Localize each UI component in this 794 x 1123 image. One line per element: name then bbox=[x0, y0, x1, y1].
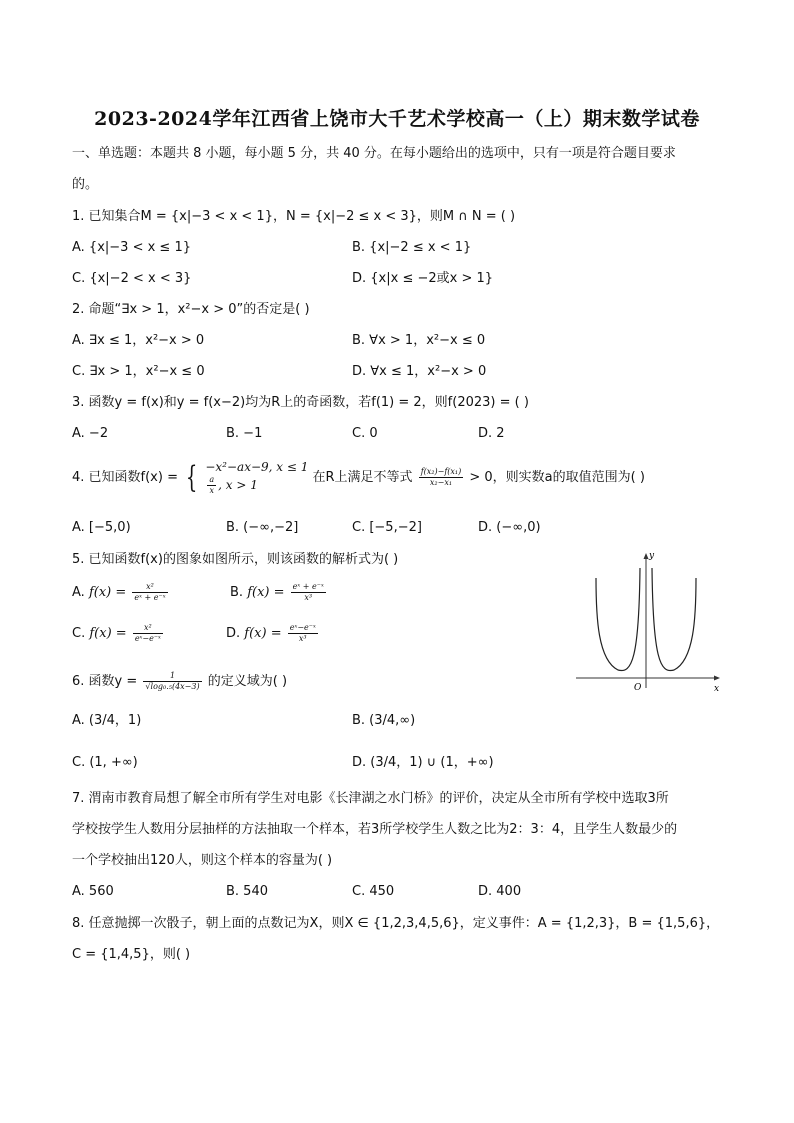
q1-option-d[interactable]: D. {x|x ≤ −2或x > 1} bbox=[352, 271, 494, 286]
q5-option-d[interactable] bbox=[226, 623, 320, 644]
question-2-stem: 2. 命题“∃x > 1，x²−x > 0”的否定是( ) bbox=[72, 302, 310, 317]
q5-d-lhs: f(x) = bbox=[244, 626, 282, 641]
case2-fraction bbox=[207, 475, 216, 496]
q5-option-a[interactable] bbox=[72, 582, 170, 603]
q3-option-d[interactable]: D. 2 bbox=[478, 426, 505, 441]
q7-option-b[interactable]: B. 540 bbox=[226, 884, 268, 899]
q3-option-b[interactable]: B. −1 bbox=[226, 426, 263, 441]
q4-ineq-fraction bbox=[419, 467, 464, 488]
right-curve bbox=[652, 568, 696, 671]
q5-a-num: x² bbox=[132, 582, 167, 593]
q5-d-fraction bbox=[288, 623, 318, 644]
q4-middle: 在R上满足不等式 bbox=[312, 470, 413, 485]
case2-rest: , x > 1 bbox=[218, 477, 258, 492]
q5-option-c[interactable] bbox=[72, 623, 165, 644]
left-curve bbox=[596, 568, 640, 671]
y-axis-arrow bbox=[644, 553, 649, 559]
q4-ineq-num: f(x₂)−f(x₁) bbox=[420, 467, 462, 476]
q4-option-d[interactable]: D. (−∞,0) bbox=[478, 520, 541, 535]
section-heading: 一、单选题：本题共 8 小题，每小题 5 分，共 40 分。在每小题给出的选项中，只有一项是符合题目要求 bbox=[72, 146, 676, 161]
q5-a-label: A. bbox=[72, 585, 85, 600]
q2-option-c[interactable]: C. ∃x > 1，x²−x ≤ 0 bbox=[72, 364, 205, 379]
question-7-line-1: 7. 渭南市教育局想了解全市所有学生对电影《长津湖之水门桥》的评价，决定从全市所有学校中选取3所 bbox=[72, 791, 669, 806]
q5-c-lhs: f(x) = bbox=[89, 626, 127, 641]
q5-d-label: D. bbox=[226, 626, 241, 641]
q4-option-b[interactable]: B. (−∞,−2] bbox=[226, 520, 299, 535]
q5-b-num: eˣ + e⁻ˣ bbox=[292, 582, 324, 591]
q2-option-b[interactable]: B. ∀x > 1，x²−x ≤ 0 bbox=[352, 333, 486, 348]
case2-frac-den: x bbox=[209, 485, 214, 495]
q1-option-c[interactable]: C. {x|−2 < x < 3} bbox=[72, 271, 192, 286]
q4-prefix: 4. 已知函数f(x) = bbox=[72, 470, 178, 485]
q5-a-lhs: f(x) = bbox=[88, 585, 127, 600]
question-4-stem bbox=[72, 458, 645, 498]
q5-b-den: x³ bbox=[304, 593, 313, 602]
case2-frac-num: a bbox=[209, 474, 215, 484]
q6-option-b[interactable]: B. (3/4,∞) bbox=[352, 713, 416, 728]
q6-prefix: 6. 函数y = bbox=[72, 674, 138, 689]
q5-b-lhs: f(x) = bbox=[247, 585, 285, 600]
q2-option-a[interactable]: A. ∃x ≤ 1，x²−x > 0 bbox=[72, 333, 205, 348]
question-5-stem: 5. 已知函数f(x)的图象如图所示，则该函数的解析式为( ) bbox=[72, 552, 399, 567]
q4-ineq-den: x₂−x₁ bbox=[429, 478, 453, 487]
graph-y-label: y bbox=[649, 551, 655, 561]
q5-a-den: eˣ + e⁻ˣ bbox=[134, 593, 166, 602]
q2-option-d[interactable]: D. ∀x ≤ 1，x²−x > 0 bbox=[352, 364, 487, 379]
piecewise-case-1: −x²−ax−9, x ≤ 1 bbox=[205, 459, 309, 474]
q5-c-label: C. bbox=[72, 626, 86, 641]
question-6-stem bbox=[72, 668, 287, 696]
brace-symbol: { bbox=[185, 459, 198, 495]
question-7-line-2: 学校按学生人数用分层抽样的方法抽取一个样本，若3所学校学生人数之比为2：3：4，且学生人数最少的 bbox=[72, 822, 678, 837]
q3-option-c[interactable]: C. 0 bbox=[352, 426, 378, 441]
function-graph bbox=[574, 548, 724, 698]
question-1-stem: 1. 已知集合M = {x|−3 < x < 1}，N = {x|−2 ≤ x < 3}，则M ∩ N = ( ) bbox=[72, 209, 516, 224]
q3-option-a[interactable]: A. −2 bbox=[72, 426, 109, 441]
page-title: 2023-2024学年江西省上饶市大千艺术学校高一（上）期末数学试卷 bbox=[94, 108, 700, 130]
q4-option-a[interactable]: A. [−5,0) bbox=[72, 520, 131, 535]
piecewise-case-2 bbox=[205, 475, 308, 496]
q6-option-d[interactable]: D. (3/4，1) ∪ (1，+∞) bbox=[352, 755, 494, 770]
q4-suffix: > 0，则实数a的取值范围为( ) bbox=[469, 470, 645, 485]
q5-option-b[interactable] bbox=[230, 582, 328, 603]
q5-a-fraction bbox=[132, 582, 167, 603]
q5-c-den: eˣ−e⁻ˣ bbox=[134, 634, 161, 643]
q7-option-a[interactable]: A. 560 bbox=[72, 884, 114, 899]
question-7-line-3: 一个学校抽出120人，则这个样本的容量为( ) bbox=[72, 853, 333, 868]
graph-x-label: x bbox=[714, 684, 720, 694]
q7-option-c[interactable]: C. 450 bbox=[352, 884, 395, 899]
q6-suffix: 的定义域为( ) bbox=[207, 674, 288, 689]
q6-option-a[interactable]: A. (3/4，1) bbox=[72, 713, 142, 728]
section-heading-cont: 的。 bbox=[72, 177, 99, 192]
q6-option-c[interactable]: C. (1, +∞) bbox=[72, 755, 138, 770]
q1-option-b[interactable]: B. {x|−2 ≤ x < 1} bbox=[352, 240, 472, 255]
q1-option-a[interactable]: A. {x|−3 < x ≤ 1} bbox=[72, 240, 191, 255]
q5-d-den: x³ bbox=[298, 634, 307, 643]
q6-den: √log₀.₅(4x−3) bbox=[145, 682, 200, 691]
q5-c-num: x² bbox=[133, 623, 163, 634]
q5-d-num: eˣ−e⁻ˣ bbox=[289, 623, 316, 632]
q5-b-label: B. bbox=[230, 585, 244, 600]
q4-option-c[interactable]: C. [−5,−2] bbox=[352, 520, 422, 535]
question-3-stem: 3. 函数y = f(x)和y = f(x−2)均为R上的奇函数，若f(1) = 2，则f(2023) = ( ) bbox=[72, 395, 529, 410]
question-8-line-1: 8. 任意抛掷一次骰子，朝上面的点数记为X，则X ∈ {1,2,3,4,5,6}，定义事件：A = {1,2,3}，B = {1,5,6}， bbox=[72, 916, 720, 931]
graph-origin-label: O bbox=[634, 683, 642, 693]
q6-num: 1 bbox=[143, 671, 201, 682]
question-8-line-2: C = {1,4,5}，则( ) bbox=[72, 947, 191, 962]
q6-fraction bbox=[143, 671, 201, 692]
q5-c-fraction bbox=[133, 623, 163, 644]
piecewise-cases bbox=[205, 460, 308, 496]
q7-option-d[interactable]: D. 400 bbox=[478, 884, 522, 899]
x-axis-arrow bbox=[714, 676, 720, 681]
q5-b-fraction bbox=[291, 582, 326, 603]
